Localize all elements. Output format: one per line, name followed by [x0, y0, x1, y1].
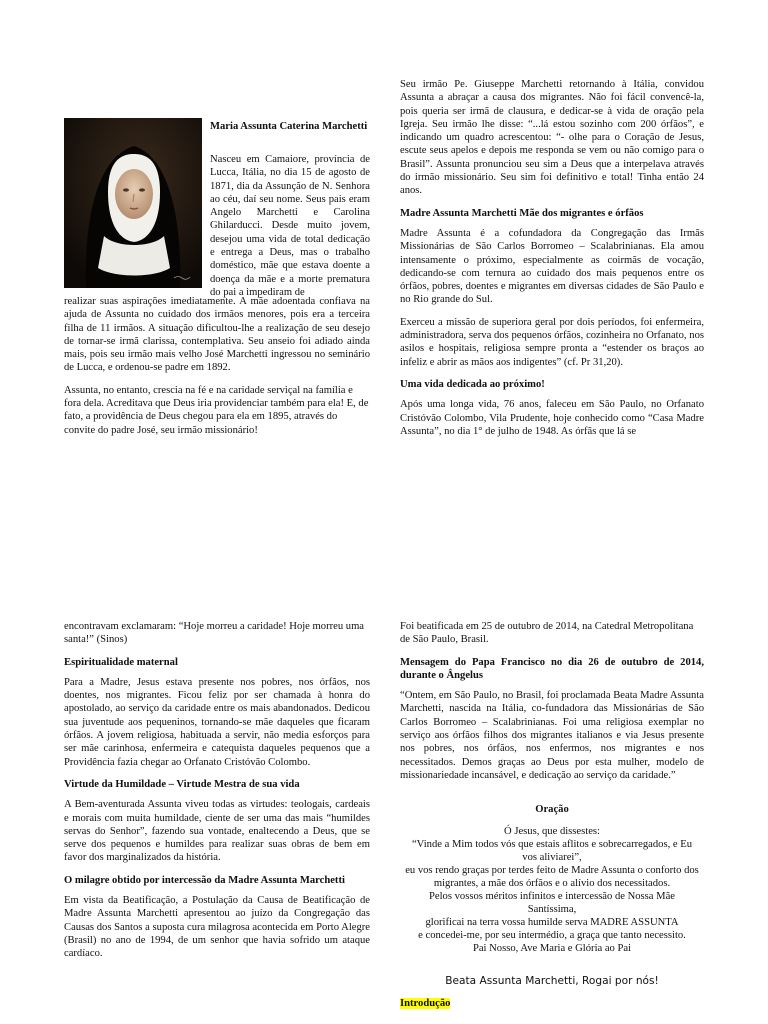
introduction-highlighted-label: Introdução: [400, 997, 451, 1009]
section-heading-pope-message: Mensagem do Papa Francisco no dia 26 de outubro de 2014, durante o Ângelus: [400, 656, 704, 681]
section-heading-dedicated-life: Uma vida dedicada ao próximo!: [400, 378, 545, 390]
section-heading-spirituality: Espiritualidade maternal: [64, 656, 178, 668]
bio-intro-paragraph: Nasceu em Camaiore, província de Lucca, Itália, no dia 15 de agosto de 1871, dia da Assunção de N. Senhora ao céu, daí seu nome. Seus pais eram Angelo Marchetti e Carolina Ghilarducci. Desde muito jovem, desejou uma vida de total dedicação e entrega a Deus, mas o trabalho doméstico, mãe que estava doente a doença da mãe e a morte prematura do pai a impediram de: [210, 154, 370, 298]
miracle-paragraph: Em vista da Beatificação, a Postulação da Causa de Beatificação de Madre Assunta Marchetti apresentou ao juízo da Congregação das Causas dos Santos a suposta cura milagrosa acontecida em Porto Alegre (Brasil) no ano de 1994, de um senhor que havia sofrido um ataque cardíaco.: [64, 895, 370, 960]
bio-name-heading: Maria Assunta Caterina Marchetti: [210, 121, 368, 132]
spirituality-paragraph: Para a Madre, Jesus estava presente nos pobres, nos órfãos, nos doentes, nos migrantes. Ficou feliz por ser chamada à honra do apostolado, ao serviço da caridade entre os mais abandonados. Dedicou sua juventude aos pequeninos, tornando-se mãe daqueles que ficaram órfãos. A jovem religiosa, habituada a servir, não media esforços para ser mãe carinhosa, enfermeira e catequista daqueles pequenos que a Providência fazia chegar ao Orfanato Cristóvão Colombo.: [64, 676, 370, 768]
prayer-text: [404, 825, 700, 955]
prayer-line: Ó Jesus, que dissestes:: [504, 825, 600, 837]
bio-second-paragraph: Assunta, no entanto, crescia na fé e na caridade serviçal na família e fora dela. Acreditava que Deus iria providenciar também para ela! E, de fato, a providência de Deus chegou para ela em 1895, através do convite do padre José, seu irmão missionário!: [64, 384, 369, 436]
prayer-line: glorificai na terra vossa humilde serva MADRE ASSUNTA: [425, 916, 679, 928]
death-paragraph: Após uma longa vida, 76 anos, faleceu em São Paulo, no Orfanato Cristóvão Colombo, Vila Prudente, hoje conhecido como “Casa Madre Assunta”, no dia 1° de julho de 1948. As órfãs que lá se: [400, 399, 704, 437]
bio-continuation-paragraph: realizar suas aspirações imediatamente. A mãe adoentada confiava na ajuda de Assunta no cuidado dos irmãos menores, pois era a terceira filha de 11 irmãos. A situação dificultou-lhe a realização de seu desejo de tornar-se irmã clarissa, contemplativa. Seu anseio foi adiado ainda mais, pois seu irmão mais velho José Marchetti ingressou no seminário de Lucca, e ordenou-se padre em 1892.: [64, 296, 370, 374]
prayer-line: e concedei-me, por seu intermédio, a graça que tanto necessito.: [418, 929, 686, 941]
section-heading-mother-migrants: Madre Assunta Marchetti Mãe dos migrantes e órfãos: [400, 207, 644, 219]
section-heading-miracle: O milagre obtido por intercessão da Madre Assunta Marchetti: [64, 874, 345, 886]
section-heading-humility: Virtude da Humildade – Virtude Mestra de sua vida: [64, 778, 300, 790]
exclamation-paragraph: encontravam exclamaram: “Hoje morreu a caridade! Hoje morreu uma santa!” (Sinos): [64, 621, 365, 646]
prayer-line: Pai Nosso, Ave Maria e Glória ao Pai: [472, 942, 632, 954]
prayer-line: eu vos rendo graças por terdes feito de Madre Assunta o conforto dos migrantes, a mãe dos órfãos e o alívio dos necessitados.: [405, 864, 699, 889]
beatification-paragraph: Foi beatificada em 25 de outubro de 2014, na Catedral Metropolitana de São Paulo, Brasil.: [400, 621, 694, 646]
closing-invocation: Beata Assunta Marchetti, Rogai por nós!: [445, 974, 659, 987]
pope-message-paragraph: “Ontem, em São Paulo, no Brasil, foi proclamada Beata Madre Assunta Marchetti, nascida na Itália, co-fundadora das Missionárias de São Carlos Borromeo – Scalabrinianas. Foi uma religiosa exemplar no serviço aos órfãos filhos dos migrantes italianos e via Jesus presente nos pobres, nos órfãos, nos enfermos, nos migrantes e nos necessitados. Demos graças ao Deus por esta mulher, modelo de missionariedade incansável, e dedicação ao serviço da caridade.”: [400, 690, 704, 781]
nun-portrait-image: [64, 118, 202, 288]
mission-paragraph: Exerceu a missão de superiora geral por dois períodos, foi enfermeira, administradora, serva dos pequenos órfãos, cozinheira no Orfanato, nos asilos e hospitais, religiosa sempre pronta a “estender os braços ao infeliz e abrir as mãos aos indigentes” (cf. Pr 31,20).: [400, 316, 704, 368]
prayer-line: Pelos vossos méritos infinitos e intercessão de Nossa Mãe Santíssima,: [429, 890, 675, 915]
prayer-line: “Vinde a Mim todos vós que estais aflitos e sobrecarregados, e Eu vos aliviarei”,: [411, 838, 693, 863]
cofounder-paragraph: Madre Assunta é a cofundadora da Congregação das Irmãs Missionárias de São Carlos Borromeo – Scalabrinianas. Ela amou intensamente o próximo, especialmente as coirmãs de vocação, dedicando-se com ternura ao cuidado dos mais pequenos entre os órfãos, pobres, doentes e migrantes em diversas cidades de São Paulo e no Rio grande do Sul.: [400, 227, 704, 306]
humility-paragraph: A Bem-aventurada Assunta viveu todas as virtudes: teologais, cardeais e morais com muita humildade, ciente de ser uma das mais “humildes servas do Senhor”, fazendo sua vontade, enaltecendo a Deus, que se serve dos pequenos e humildes para realizar suas obras de bem em favor dos marginalizados da história.: [64, 799, 370, 864]
prayer-title: Oração: [535, 804, 569, 816]
invitation-paragraph: Seu irmão Pe. Giuseppe Marchetti retornando à Itália, convidou Assunta a abraçar a causa dos migrantes. Não foi fácil convencê-la, pois queria ser irmã de clausura, e dedicar-se à vida de oração pela Igreja. Seu irmão lhe disse: “...lá estou sozinho com 200 órfãos”, e indicando um quadro acrescentou: “- olhe para o Coração de Jesus, escute seus apelos e depois me responda se vem ou não comigo para o Brasil”. Assunta pronunciou seu sim a Deus que a interpelava através do irmão missionário. Seu sim foi definitivo e total! Tinha então 24 anos.: [400, 79, 704, 197]
